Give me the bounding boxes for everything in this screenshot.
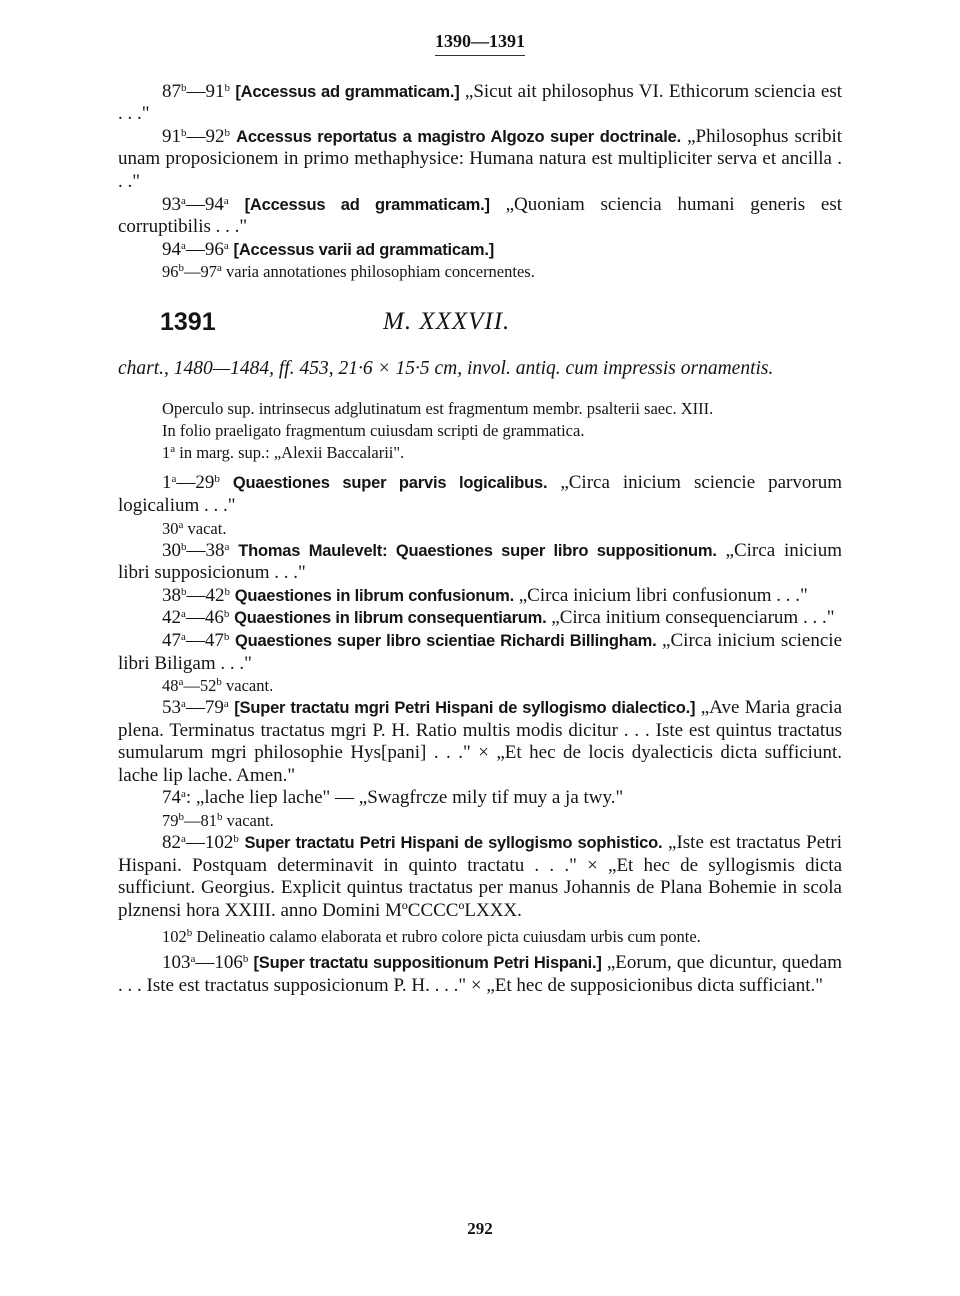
note: Operculo sup. intrinsecus adglutinatum est fragmentum membr. psalterii saec. XIII. xyxy=(162,399,714,419)
page-number: 292 xyxy=(467,1219,493,1238)
entry-title: Quaestiones super parvis logicalibus. xyxy=(232,474,548,493)
catalog-entry: 38$^b$—42$^b$ Quaestiones in librum confusionum. „Circa inicium libri confusionum . . ." xyxy=(162,584,808,606)
catalog-entry: 102$^b$ Delineatio calamo elaborata et rubro colore picta cuiusdam urbis cum ponte. xyxy=(162,927,701,947)
entry-title: [Super tractatu suppositionum Petri Hispani.] xyxy=(253,954,602,973)
catalog-entry: 30$^a$ vacat. xyxy=(162,518,227,538)
entry-title: [Super tractatu mgri Petri Hispani de syllogismo dialectico.] xyxy=(234,699,696,718)
entry-title: [Accessus varii ad grammaticam.] xyxy=(233,240,495,259)
prev-entries xyxy=(118,81,842,284)
running-head xyxy=(118,30,842,56)
catalog-entry: 82$^a$—102$^b$ Super tractatu Petri Hispani de syllogismo sophistico. „Iste est tractatus Petri Hispani. Postquam determinavit in quinto tractatu . . ." × „Et hec de syllogismis dicta sufficiunt. Georgius. Explicit quintus tractatus per manus Johannis de Plana Bohemie in scola plznensi hora XXIII. anno Domini MºCCCCºLXXX. xyxy=(118,832,843,921)
entry-title: [Accessus ad grammaticam.] xyxy=(235,82,460,101)
catalog-entry: 87$^b$—91$^b$ [Accessus ad grammaticam.] „Sicut ait philosophus VI. Ethicorum sciencia est . . ." xyxy=(118,80,842,125)
catalog-entry: 47$^a$—47$^b$ Quaestiones super libro scientiae Richardi Billingham. „Circa inicium sciencie libri Biligam . . ." xyxy=(118,629,843,674)
entry-title: [Accessus ad grammaticam.] xyxy=(244,195,490,214)
entry-title: Quaestiones super libro scientiae Richardi Billingham. xyxy=(234,631,657,650)
note: 1$^a$ in marg. sup.: „Alexii Baccalarii". xyxy=(162,443,405,463)
catalog-entry: 96$^b$—97$^a$ varia annotationes philosophiam concernentes. xyxy=(162,262,535,282)
manuscript-number: 1391 xyxy=(160,308,216,337)
manuscript-signature: M. XXXVII. xyxy=(383,308,511,336)
catalog-entry: 79$^b$—81$^b$ vacant. xyxy=(162,811,274,831)
catalog-entry: 93$^a$—94$^a$ [Accessus ad grammaticam.] „Quoniam sciencia humani generis est corruptibilis . . ." xyxy=(118,193,843,238)
catalog-entry: 30$^b$—38$^a$ Thomas Maulevelt: Quaestiones super libro suppositionum. „Circa inicium libri supposicionum . . ." xyxy=(118,539,842,584)
catalog-entry: 42$^a$—46$^b$ Quaestiones in librum consequentiarum. „Circa initium consequenciarum . . ." xyxy=(162,607,835,629)
entry-title: Quaestiones in librum consequentiarum. xyxy=(234,609,547,628)
catalog-entry: 103$^a$—106$^b$ [Super tractatu suppositionum Petri Hispani.] „Eorum, que dicuntur, quedam . . . Iste est tractatus supposicionum P. H. . . ." × „Et hec de supposicionibus dicta sufficiant." xyxy=(118,952,842,997)
catalog-entry: 74$^a$: „lache liep lache" — „Swagfrcze mily tif muy a ja twy." xyxy=(162,787,624,809)
entry-title: Super tractatu Petri Hispani de syllogismo sophistico. xyxy=(244,834,663,853)
catalog-entry: 53$^a$—79$^a$ [Super tractatu mgri Petri Hispani de syllogismo dialectico.] „Ave Maria gracia plena. Terminatus tractatus mgri P. H. Ratio multis modis dicitur . . . Iste est quintus tractatus sumularum mgri philosophie Hys[pani] . . ." × „Et hec de locis dyalecticis dicta sufficiunt. lache lip lache. Amen." xyxy=(118,697,843,786)
entry-title: Accessus reportatus a magistro Algozo super doctrinale. xyxy=(236,127,681,146)
document-page xyxy=(118,30,843,1238)
catalog-entry: 1$^a$—29$^b$ Quaestiones super parvis logicalibus. „Circa inicium sciencie parvorum logicalium . . ." xyxy=(118,472,842,516)
entry-title: Thomas Maulevelt: Quaestiones super libro suppositionum. xyxy=(238,541,717,560)
manuscript-description: chart., 1480—1484, ff. 453, 21·6 × 15·5 cm, invol. antiq. cum impressis ornamentis. xyxy=(118,358,774,380)
catalog-entry: 48$^a$—52$^b$ vacant. xyxy=(162,676,274,696)
manuscript-header xyxy=(118,309,842,349)
catalog-entry: 94$^a$—96$^a$ [Accessus varii ad grammaticam.] xyxy=(162,238,495,260)
entry-title: Quaestiones in librum confusionum. xyxy=(234,586,514,605)
note: In folio praeligato fragmentum cuiusdam scripti de grammatica. xyxy=(162,421,585,441)
content-entries xyxy=(118,472,842,997)
catalog-entry: 91$^b$—92$^b$ Accessus reportatus a magistro Algozo super doctrinale. „Philosophus scribit unam proposicionem in primo methaphysice: Humana natura est multipliciter serva et ancilla . . ." xyxy=(118,125,843,192)
running-title: 1390—1391 xyxy=(435,30,525,56)
